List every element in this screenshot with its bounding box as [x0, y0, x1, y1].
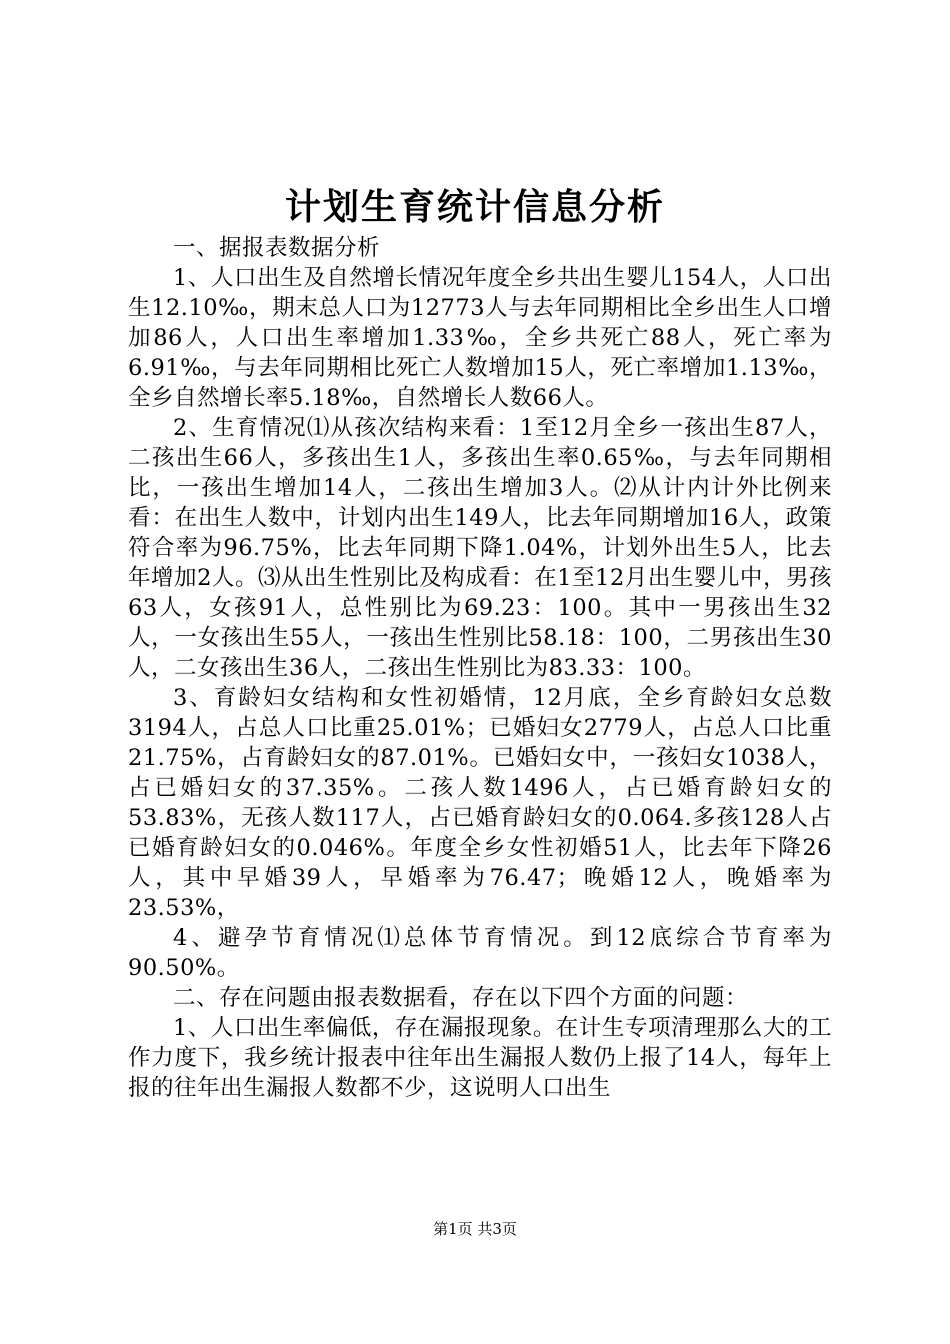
paragraph-birth-situation: 2、生育情况⑴从孩次结构来看：1至12月全乡一孩出生87人，二孩出生66人，多孩出生1人，多孩出生率0.65‰，与去年同期相比，一孩出生增加14人，二孩出生增加3人。⑵从计内计外比例来看：在出生人数中，计划内出生149人，比去年同期增加16人，政策符合率为96.75%，比去年同期下降1.04%，计划外出生5人，比去年增加2人。⑶从出生性别比及构成看：在1至12月出生婴儿中，男孩63人，女孩91人，总性别比为69.23：100。其中一男孩出生32人，一女孩出生55人，一孩出生性别比58.18：100，二男孩出生30人，二女孩出生36人，二孩出生性别比为83.33：100。 [128, 415, 832, 681]
paragraph-population-growth: 1、人口出生及自然增长情况年度全乡共出生婴儿154人，人口出生12.10‰，期末总人口为12773人与去年同期相比全乡出生人口增加86人，人口出生率增加1.33‰，全乡共死亡88人，死亡率为6.91‰，与去年同期相比死亡人数增加15人，死亡率增加1.13‰，全乡自然增长率5.18‰，自然增长人数66人。 [128, 265, 832, 411]
page-title: 计划生育统计信息分析 [284, 187, 665, 228]
paragraph-problem-1: 1、人口出生率偏低，存在漏报现象。在计生专项清理那么大的工作力度下，我乡统计报表中往年出生漏报人数仍上报了14人，每年上报的往年出生漏报人数都不少，这说明人口出生 [128, 1015, 832, 1101]
paragraph-women-structure: 3、育龄妇女结构和女性初婚情，12月底，全乡育龄妇女总数3194人，占总人口比重25.01%；已婚妇女2779人，占总人口比重21.75%，占育龄妇女的87.01%。已婚妇女中，一孩妇女1038人，占已婚妇女的37.35%。二孩人数1496人，占已婚育龄妇女的53.83%，无孩人数117人，占已婚育龄妇女的0.064.多孩128人占已婚育龄妇女的0.046%。年度全乡女性初婚51人，比去年下降26人，其中早婚39人，早婚率为76.47；晚婚12人，晚婚率为23.53%， [128, 685, 832, 921]
document-body [128, 233, 832, 1103]
section-heading-data-analysis: 一、据报表数据分析 [173, 235, 381, 261]
section-heading-problems: 二、存在问题由报表数据看，存在以下四个方面的问题： [173, 985, 749, 1011]
paragraph-contraception: 4、避孕节育情况⑴总体节育情况。到12底综合节育率为90.50%。 [128, 925, 832, 981]
page-footer: 第1页 共3页 [433, 1220, 517, 1238]
